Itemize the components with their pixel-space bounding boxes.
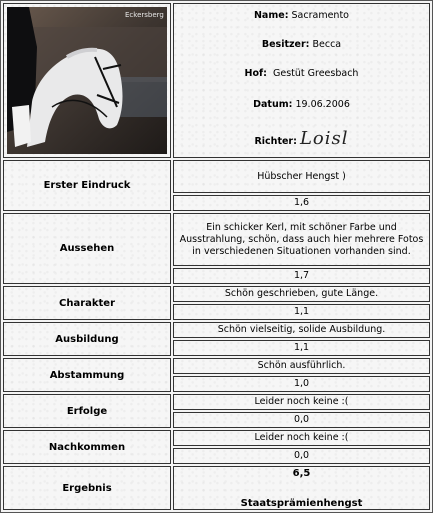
owner-row xyxy=(174,39,429,50)
judge-label: Richter: xyxy=(254,136,297,147)
name-row xyxy=(174,10,429,21)
criterion-score-offspring: 0,0 xyxy=(173,448,430,464)
criterion-score-appearance: 1,7 xyxy=(173,268,430,284)
result-score: 6,5 xyxy=(292,468,311,479)
date-label: Datum: xyxy=(253,99,293,110)
owner-value: Becca xyxy=(312,39,342,50)
horse-photo xyxy=(7,7,167,154)
criterion-comment-offspring: Leider noch keine :( xyxy=(173,430,430,446)
criterion-comment-appearance: Ein schicker Kerl, mit schöner Farbe und Ausstrahlung, schön, dass auch hier mehrere Fotos in verschiedenen Situationen vorhanden sind. xyxy=(173,213,430,266)
criterion-comment-pedigree: Schön ausführlich. xyxy=(173,358,430,374)
criterion-comment-first-impression: Hübscher Hengst ) xyxy=(173,160,430,193)
owner-label: Besitzer: xyxy=(261,39,310,50)
info-panel xyxy=(173,3,430,158)
result-label: Ergebnis xyxy=(3,466,171,510)
farm-value: Gestüt Greesbach xyxy=(273,68,359,79)
criterion-comment-successes: Leider noch keine :( xyxy=(173,394,430,410)
criterion-label-pedigree: Abstammung xyxy=(3,358,171,392)
farm-label: Hof: xyxy=(244,68,267,79)
photo-caption: Eckersberg xyxy=(125,11,164,19)
criterion-label-training: Ausbildung xyxy=(3,322,171,356)
criterion-comment-training: Schön vielseitig, solide Ausbildung. xyxy=(173,322,430,338)
criterion-label-offspring: Nachkommen xyxy=(3,430,171,464)
criterion-comment-character: Schön geschrieben, gute Länge. xyxy=(173,286,430,302)
farm-row xyxy=(174,68,429,79)
name-label: Name: xyxy=(253,10,289,21)
result-panel xyxy=(173,466,430,510)
result-title: Staatsprämienhengst xyxy=(240,498,363,509)
judge-signature: Loisl xyxy=(299,128,349,149)
judge-row xyxy=(174,128,429,149)
criterion-label-first-impression: Erster Eindruck xyxy=(3,160,171,211)
criterion-label-appearance: Aussehen xyxy=(3,213,171,284)
date-value: 19.06.2006 xyxy=(295,99,350,110)
criterion-label-successes: Erfolge xyxy=(3,394,171,428)
criterion-score-successes: 0,0 xyxy=(173,412,430,428)
criterion-score-first-impression: 1,6 xyxy=(173,195,430,211)
date-row xyxy=(174,99,429,110)
criterion-label-character: Charakter xyxy=(3,286,171,320)
name-value: Sacramento xyxy=(291,10,349,21)
horse-photo-frame xyxy=(3,3,171,158)
criterion-score-pedigree: 1,0 xyxy=(173,376,430,392)
criterion-score-character: 1,1 xyxy=(173,304,430,320)
criterion-score-training: 1,1 xyxy=(173,340,430,356)
